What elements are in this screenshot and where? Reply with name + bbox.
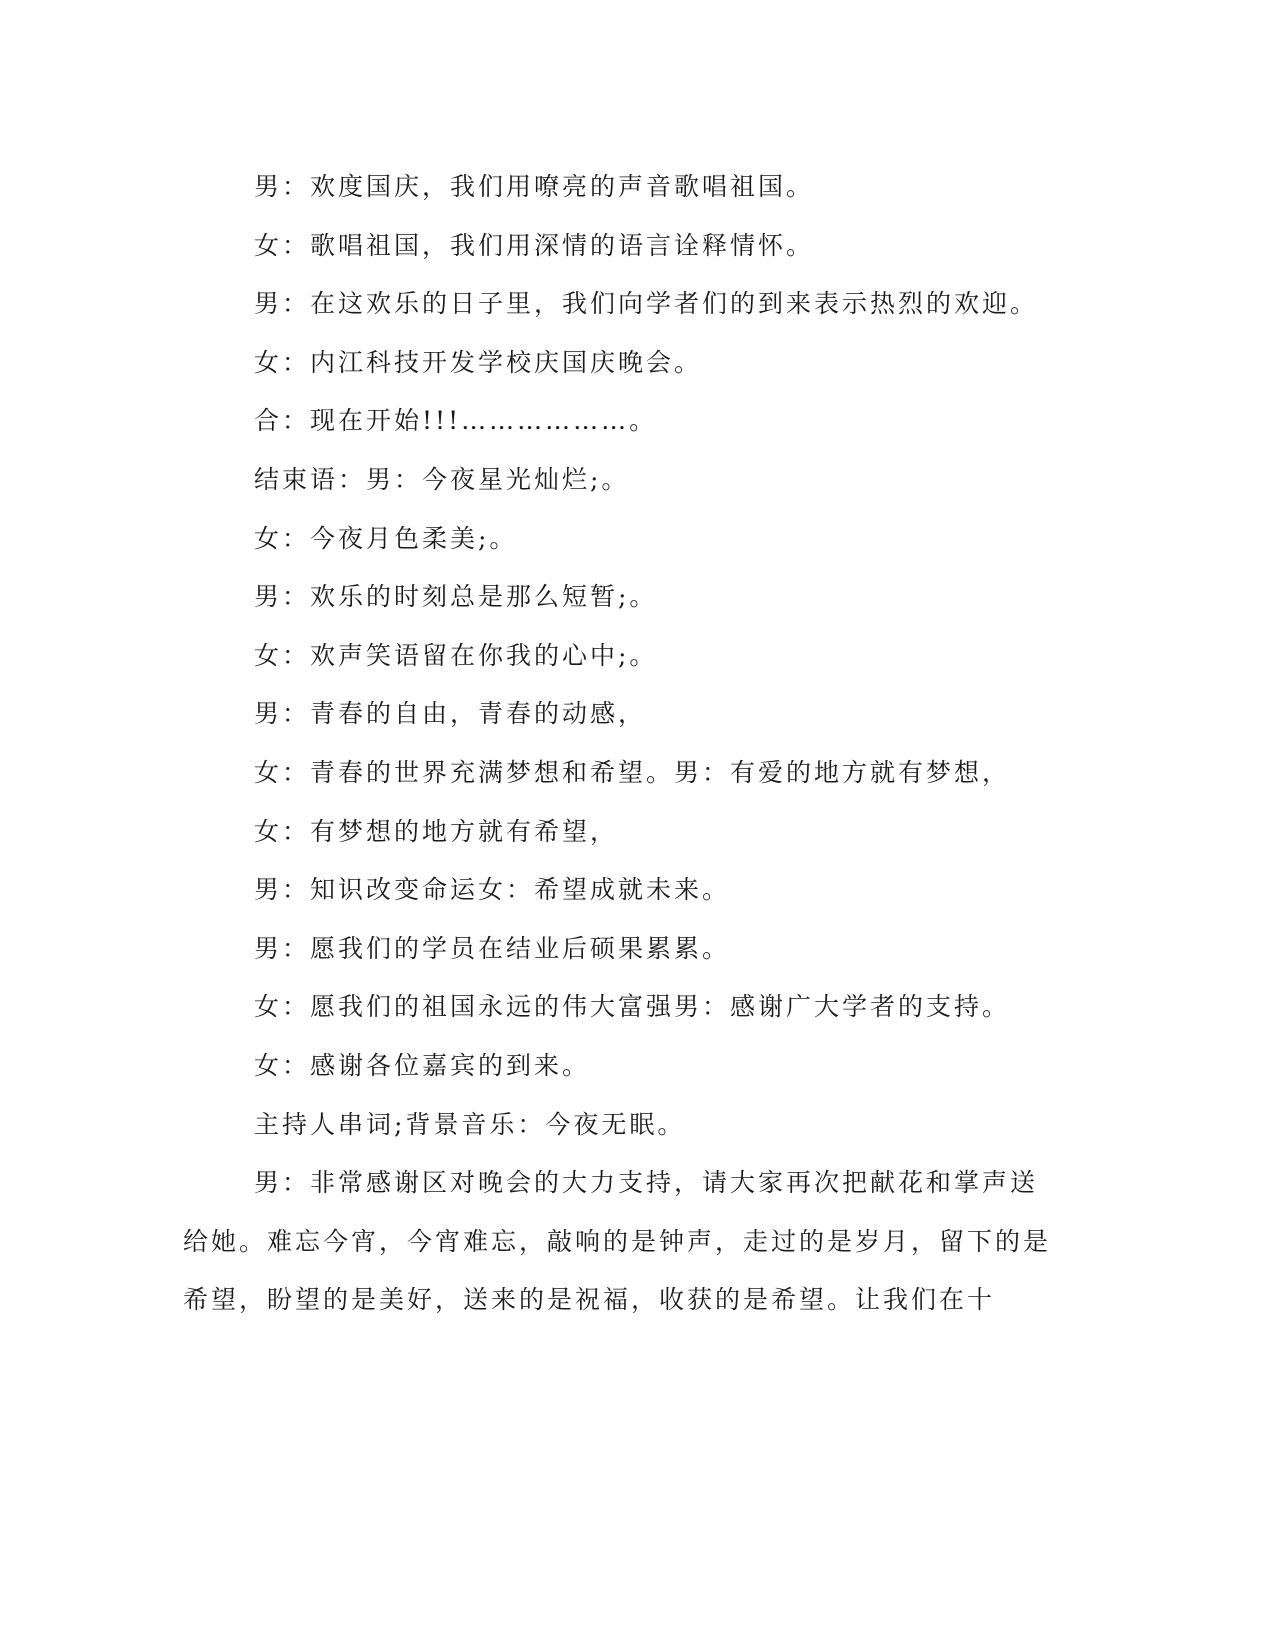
script-line-2: 女：歌唱祖国，我们用深情的语言诠释情怀。 xyxy=(254,230,815,260)
script-line-13: 男：知识改变命运女：希望成就未来。 xyxy=(254,875,731,905)
script-line-15: 女：愿我们的祖国永远的伟大富强男：感谢广大学者的支持。 xyxy=(254,992,1011,1022)
script-line-12: 女：有梦想的地方就有希望， xyxy=(254,816,619,846)
script-line-10: 男：青春的自由，青春的动感， xyxy=(254,699,647,729)
script-line-11: 女：青春的世界充满梦想和希望。男：有爱的地方就有梦想， xyxy=(254,757,1011,787)
script-line-8: 男：欢乐的时刻总是那么短暂;。 xyxy=(254,582,658,612)
script-line-1: 男：欢度国庆，我们用嘹亮的声音歌唱祖国。 xyxy=(254,172,815,201)
script-line-5: 合：现在开始!!!………………。 xyxy=(254,406,658,436)
script-line-17: 主持人串词;背景音乐：今夜无眠。 xyxy=(254,1109,686,1139)
script-line-4: 女：内江科技开发学校庆国庆晚会。 xyxy=(254,347,703,377)
document-body xyxy=(183,158,1058,1330)
script-line-16: 女：感谢各位嘉宾的到来。 xyxy=(254,1050,591,1080)
script-line-3: 男：在这欢乐的日子里，我们向学者们的到来表示热烈的欢迎。 xyxy=(254,289,1039,319)
script-line-7: 女：今夜月色柔美;。 xyxy=(254,523,518,553)
script-line-14: 男：愿我们的学员在结业后硕果累累。 xyxy=(254,933,731,963)
script-line-9: 女：欢声笑语留在你我的心中;。 xyxy=(254,640,658,670)
script-line-6: 结束语：男：今夜星光灿烂;。 xyxy=(254,464,630,494)
closing-paragraph: 男：非常感谢区对晚会的大力支持，请大家再次把献花和掌声送给她。难忘今宵，今宵难忘，敲响的是钟声，走过的是岁月，留下的是希望，盼望的是美好，送来的是祝福，收获的是希望。让我们在十 xyxy=(183,1168,1052,1315)
